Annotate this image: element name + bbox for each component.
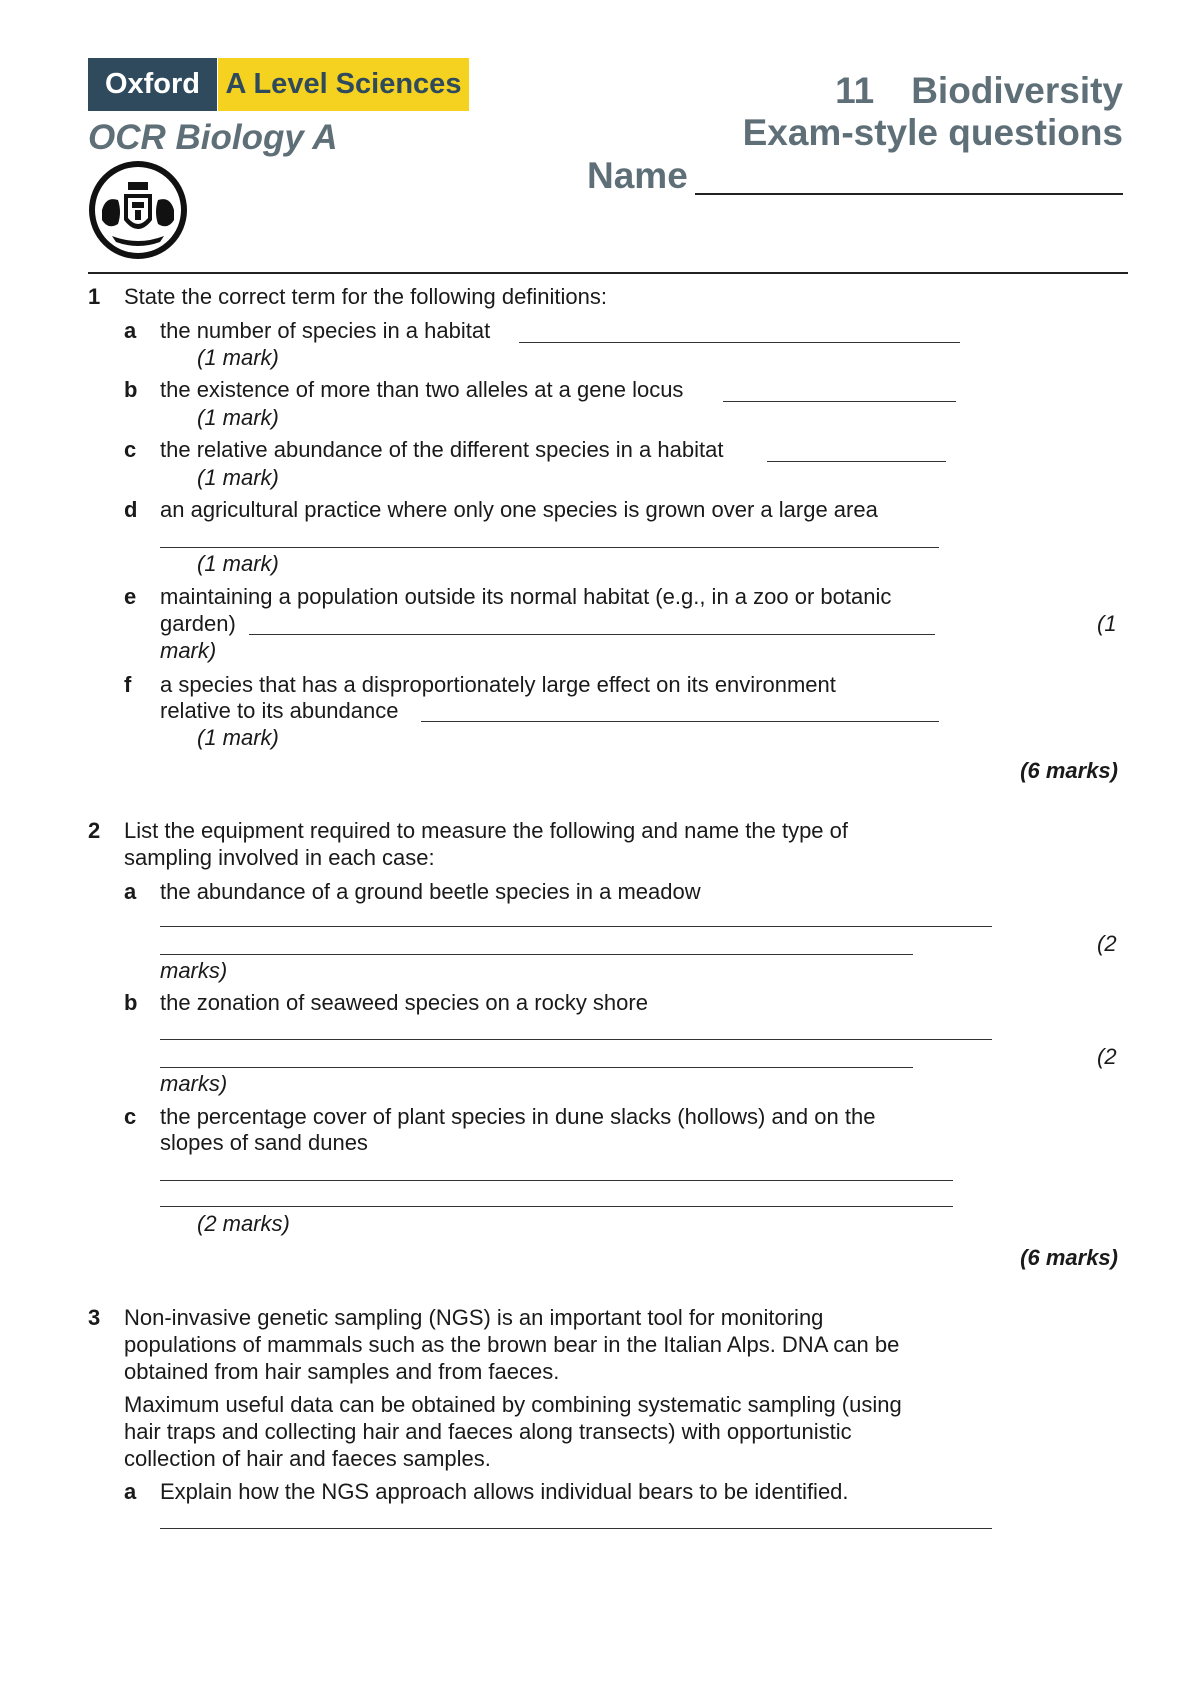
q1a-text: the number of species in a habitat [160, 318, 491, 343]
header-divider [88, 272, 1128, 274]
name-label: Name [587, 155, 688, 196]
q1a-answer-line[interactable] [519, 342, 960, 343]
q1a-label: a [124, 318, 137, 343]
oxford-logo-block [88, 58, 217, 111]
q2b-marks-part1: (2 [1097, 1044, 1117, 1069]
q3a-text: Explain how the NGS approach allows individual bears to be identified. [160, 1479, 849, 1504]
series-logo-block [218, 58, 469, 111]
subject-title: OCR Biology A [88, 118, 338, 157]
q1c-answer-line[interactable] [767, 461, 946, 462]
q3a-answer-line[interactable] [160, 1528, 992, 1529]
q1a-marks: (1 mark) [197, 345, 279, 370]
q1e-answer-line[interactable] [249, 634, 935, 635]
q1e-text-line1: maintaining a population outside its normal habitat (e.g., in a zoo or botanic [160, 584, 892, 609]
q2-stem-line2: sampling involved in each case: [124, 845, 435, 870]
q2a-text: the abundance of a ground beetle species in a meadow [160, 879, 701, 904]
q2a-marks-part2: marks) [160, 958, 228, 983]
q2-number: 2 [88, 818, 101, 843]
q2-total-marks: (6 marks) [1020, 1245, 1118, 1270]
q3-para1-line3: obtained from hair samples and from faeces. [124, 1359, 560, 1384]
q1b-label: b [124, 377, 138, 402]
q1d-answer-line[interactable] [160, 547, 939, 548]
q1f-text-line1: a species that has a disproportionately large effect on its environment [160, 672, 836, 697]
q3-para1-line2: populations of mammals such as the brown bear in the Italian Alps. DNA can be [124, 1332, 900, 1357]
q2b-label: b [124, 990, 138, 1015]
q2-stem-line1: List the equipment required to measure the following and name the type of [124, 818, 849, 843]
q1e-label: e [124, 584, 137, 609]
q3-para1-line1: Non-invasive genetic sampling (NGS) is an important tool for monitoring [124, 1305, 824, 1330]
q2b-answer-line-1[interactable] [160, 1039, 992, 1040]
q1c-text: the relative abundance of the different species in a habitat [160, 437, 724, 462]
q1e-marks-part1: (1 [1097, 611, 1117, 636]
q1c-label: c [124, 437, 137, 462]
q1c-marks: (1 mark) [197, 465, 279, 490]
q2a-label: a [124, 879, 137, 904]
q1d-label: d [124, 497, 138, 522]
q3-para2-line2: hair traps and collecting hair and faeces along transects) with opportunistic [124, 1419, 852, 1444]
name-write-line[interactable] [695, 193, 1123, 195]
q2c-answer-line-1[interactable] [160, 1180, 953, 1181]
q1f-answer-line[interactable] [421, 721, 939, 722]
q1f-label: f [124, 672, 132, 697]
q1-total-marks: (6 marks) [1020, 758, 1118, 783]
q2c-marks: (2 marks) [197, 1211, 290, 1236]
q1d-marks: (1 mark) [197, 551, 279, 576]
q1b-text: the existence of more than two alleles at a gene locus [160, 377, 684, 402]
brand-oxford-text: Oxford [104, 68, 201, 100]
q2c-text-line1: the percentage cover of plant species in dune slacks (hollows) and on the [160, 1104, 876, 1129]
q1-stem: State the correct term for the following definitions: [124, 284, 608, 309]
q2b-marks-part2: marks) [160, 1071, 228, 1096]
q1d-text: an agricultural practice where only one species is grown over a large area [160, 497, 878, 522]
q1f-text-line2: relative to its abundance [160, 698, 399, 723]
chapter-title: 11 Biodiversity [835, 70, 1123, 111]
q2a-answer-line-1[interactable] [160, 926, 992, 927]
doc-type-title: Exam-style questions [742, 112, 1123, 153]
q1f-marks: (1 mark) [197, 725, 279, 750]
q1e-text-line2: garden) [160, 611, 236, 636]
brand-series-text: A Level Sciences [225, 68, 462, 100]
university-crest-icon [88, 160, 188, 260]
q2c-label: c [124, 1104, 137, 1129]
q3-para2-line3: collection of hair and faeces samples. [124, 1446, 491, 1471]
q1b-marks: (1 mark) [197, 405, 279, 430]
q1-number: 1 [88, 284, 101, 309]
q2a-marks-part1: (2 [1097, 931, 1117, 956]
q2b-text: the zonation of seaweed species on a rocky shore [160, 990, 648, 1015]
q1b-answer-line[interactable] [723, 401, 956, 402]
q3-para2-line1: Maximum useful data can be obtained by combining systematic sampling (using [124, 1392, 902, 1417]
q2c-text-line2: slopes of sand dunes [160, 1130, 368, 1155]
q2a-answer-line-2[interactable] [160, 954, 913, 955]
q3a-label: a [124, 1479, 137, 1504]
q3-number: 3 [88, 1305, 101, 1330]
q2c-answer-line-2[interactable] [160, 1206, 953, 1207]
q1e-marks-part2: mark) [160, 638, 217, 663]
q2b-answer-line-2[interactable] [160, 1067, 913, 1068]
